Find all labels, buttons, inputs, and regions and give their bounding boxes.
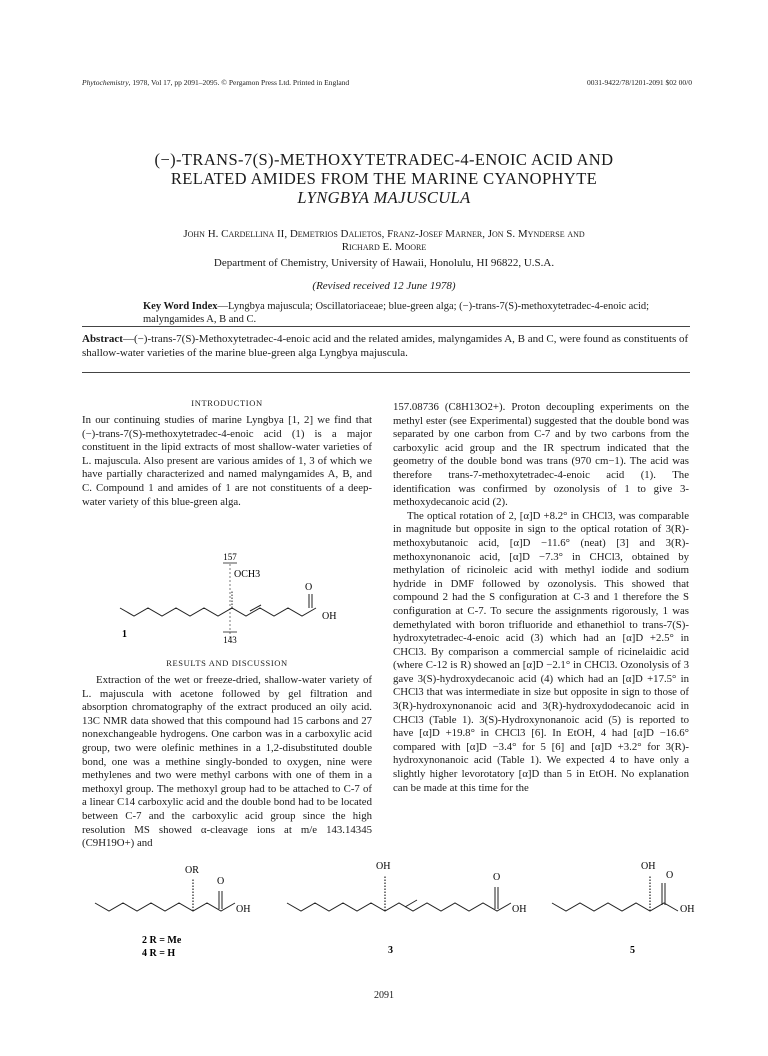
keyword-label: Key Word Index [143, 301, 218, 312]
results-text [82, 674, 372, 851]
article-code: 0031-9422/78/1201-2091 $02 00/0 [587, 78, 692, 87]
introduction-paragraph: In our continuing studies of marine Lyngbya [1, 2] we find that (−)-trans-7(S)-methoxytetradec-4-enoic acid (1) is a major constituent in the lipid extracts of most shallow-water varieties of L. majuscula. Also present are various amides of 1, 3 of which we have partially characterized and named malyngamides A, B, and C. Compound 1 and amides of 1 are not constituents of a deep-water variety of this blue-green alga. [82, 414, 372, 508]
title-line-1: (−)-TRANS-7(S)-METHOXYTETRADEC-4-ENOIC ACID AND [154, 150, 614, 169]
affiliation: Department of Chemistry, University of Hawaii, Honolulu, HI 96822, U.S.A. [213, 257, 555, 269]
authors-line-2: Richard E. Moore [341, 241, 427, 253]
top-divider [82, 326, 690, 327]
title-line-3: LYNGBYA MAJUSCULA [297, 188, 471, 207]
results-heading: RESULTS AND DISCUSSION [166, 658, 288, 668]
right-column-text [393, 401, 689, 795]
abstract-divider [82, 372, 690, 373]
revised-date: (Revised received 12 June 1978) [312, 280, 456, 292]
abstract-text: —(−)-trans-7(S)-Methoxytetradec-4-enoic acid and the related amides, malyngamides A, B and C, were found as constituents of shallow-water varieties of the marine blue-green alga Lyngbya majuscula. [82, 333, 689, 359]
structure-3 [287, 861, 526, 956]
bottom-structures [90, 855, 710, 965]
right-paragraph-2: The optical rotation of 2, [α]D +8.2° in CHCl3, was comparable in magnitude but opposite in sign to the optical rotation of 3(R)-methoxybutanoic acid, [α]D −11.6° (neat) [3] and 3(R)-methoxynonanoic acid, [α]D −7.3° in CHCl3, obtained by methylation of ricinoleic acid with methyl iodide and sodium hydride in DMF followed by ozonolysis. This showed that compound 2 had the S configuration at C-3 and 1 therefore the S configuration at C-7. To secure the assignments rigorously, 1 was demethylated with boron trifluoride and ethanethiol to trans-7(S)-hydroxytetradec-4-enoic acid (3) which had an [α]D +2.5° in CHCl3. By comparison a commercial sample of ricinelaidic acid (where C-12 is R) showed an [α]D −2.1° in CHCl3. Ozonolysis of 3 gave 3(S)-hydroxydecanoic acid (4) which had an [α]D +17.5° in CHCl3 that was intermediate in size but opposite in sign to those of 3(R)-hydroxynonanoic acid and 3(R)-hydroxydodecanoic acid in CHCl3 (Table 1). 3(S)-Hydroxynonanoic acid (5) is reported to have [α]D +19.8° in CHCl3 [6]. In EtOH, 4 had [α]D −16.6° compared with [α]D −3.4° for 5 [6] and [α]D +3.2° for 3(R)-hydroxynonanoic acid (Table 1). We expected 4 to have only a slightly higher levorotatory [α]D than 5 in EtOH. No explanation can be made at this time for the [393, 509, 689, 794]
journal-name: Phytochemistry [82, 78, 129, 87]
s2-carbonyl-label: O [217, 876, 225, 887]
hydroxyl-label: OH [322, 611, 337, 622]
page-number: 2091 [374, 990, 394, 1001]
abstract-label: Abstract [82, 333, 123, 345]
authors-line-1: John H. Cardellina II, Demetrios Dalietos, Franz-Josef Marner, Jon S. Mynderse and [183, 228, 585, 240]
citation-details: , 1978, Vol 17, pp 2091–2095. © Pergamon Press Ltd. Printed in England [128, 78, 350, 87]
structure-2-4 [95, 865, 250, 959]
right-paragraph-1: 157.08736 (C8H13O2+). Proton decoupling experiments on the methyl ester (see Experimental) suggested that the double bond was separated by one carbon from C-7 and by two carbons from the carboxylic acid group and the IR spectrum indicated that the geometry of the double bond was trans (970 cm−1). The acid was therefore trans-7-methoxytetradec-4-enoic acid (1). The identification was confirmed by ozonolysis of 1 to give 3-methoxydecanoic acid (2). [393, 401, 689, 509]
s2-hydroxyl-label: OH [236, 904, 251, 915]
s3-carbonyl-label: O [493, 872, 501, 883]
journal-citation [82, 78, 349, 87]
compound-5-label: 5 [630, 945, 635, 956]
structure-5 [552, 861, 694, 956]
s3-hydroxyl-label: OH [512, 904, 527, 915]
title-line-2: RELATED AMIDES FROM THE MARINE CYANOPHYTE [170, 169, 598, 188]
s5-top-hydroxyl-label: OH [641, 861, 656, 872]
abstract [82, 333, 690, 360]
compound-3-label: 3 [388, 945, 393, 956]
structure-1-diagram [110, 550, 370, 650]
s5-hydroxyl-label: OH [680, 904, 695, 915]
compound-1-label: 1 [122, 629, 127, 640]
carbonyl-o-label: O [305, 582, 313, 593]
s5-carbonyl-label: O [666, 870, 674, 881]
introduction-heading: INTRODUCTION [191, 398, 263, 408]
methoxy-label: OCH3 [234, 569, 261, 580]
compound-4-label: 4 R = H [142, 948, 176, 959]
keyword-index [143, 300, 673, 326]
keyword-text: —Lyngbya majuscula; Oscillatoriaceae; blue-green alga; (−)-trans-7(S)-methoxytetradec-4-enoic acid; malyngamides A, B and C. [143, 301, 650, 325]
mass-label-143: 143 [223, 635, 237, 645]
article-title [60, 150, 708, 207]
carbon-chain-1 [120, 608, 316, 616]
introduction-text [82, 414, 372, 509]
compound-2-label: 2 R = Me [142, 935, 182, 946]
mass-label-157: 157 [223, 552, 237, 562]
or-label: OR [185, 865, 199, 876]
results-paragraph: Extraction of the wet or freeze-dried, shallow-water variety of L. majuscula with acetone followed by gel filtration and absorption chromatography of the extract produced an oily acid. 13C NMR data showed that this compound had 15 carbons and 27 nonexchangeable hydrogens. One carbon was in a carboxylic acid group, two were olefinic methines in a 1,2-disubstituted double bond, one was a methine singly-bonded to oxygen, nine were methylenes and two were methyl carbons with one of them in a methoxyl group. The methoxyl group had to be attached to C-7 of a linear C14 carboxylic acid and the double bond had to be located between C-7 and the carboxylic acid group since the high resolution MS showed α-cleavage ions at m/e 143.14345 (C9H19O+) and [82, 674, 372, 850]
s3-top-hydroxyl-label: OH [376, 861, 391, 872]
author-list [60, 228, 708, 254]
